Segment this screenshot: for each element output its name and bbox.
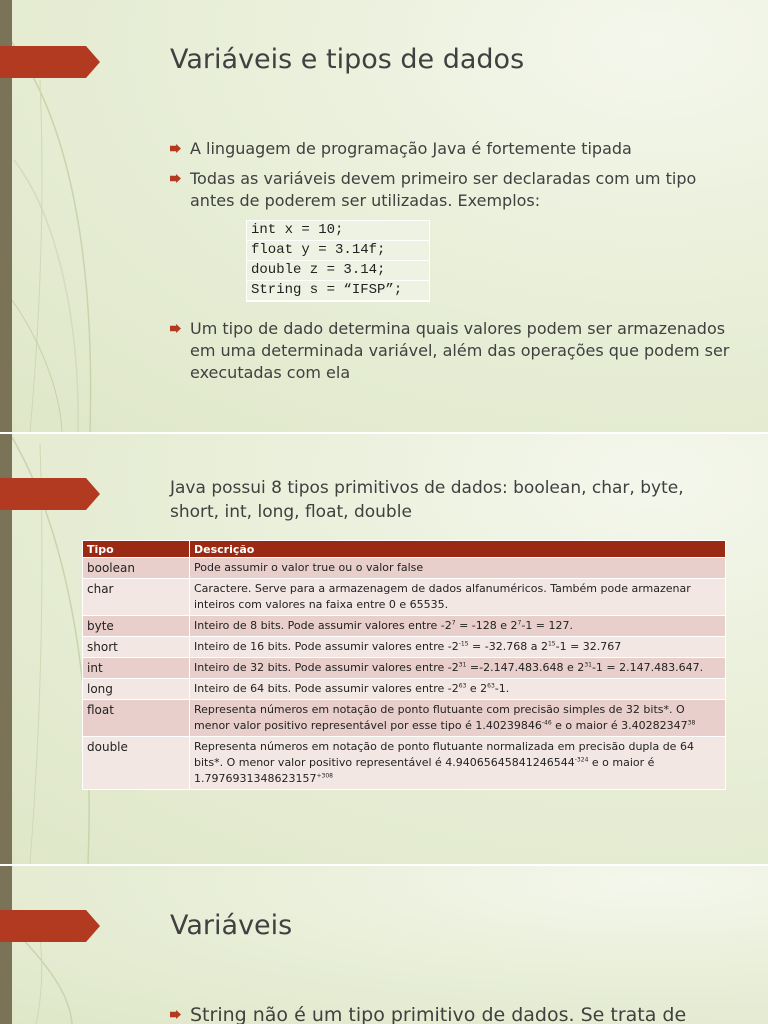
bullet-item: A linguagem de programação Java é fortemente tipada bbox=[170, 138, 730, 160]
table-header-row bbox=[83, 541, 726, 558]
type-description-cell: Representa números em notação de ponto flutuante normalizada em precisão dupla de 64 bits*. O menor valor positivo representável é $4.94065645841246544^{-324}$ e o maior é $1.7976931348623157^{+308}$ bbox=[190, 737, 726, 790]
slide-title: Variáveis e tipos de dados bbox=[170, 44, 525, 75]
code-line: float y = 3.14f; bbox=[247, 241, 429, 261]
primitive-types-table bbox=[82, 540, 726, 790]
bullet-item: Um tipo de dado determina quais valores podem ser armazenados em uma determinada variável, além das operações que podem ser executadas com ela bbox=[170, 318, 730, 384]
type-name-cell: float bbox=[83, 700, 190, 737]
intro-text: Java possui 8 tipos primitivos de dados: boolean, char, byte, short, int, long, float, double bbox=[170, 478, 684, 522]
decorative-curves bbox=[0, 866, 200, 1024]
bullet-list-bottom bbox=[170, 318, 730, 392]
type-name-cell: byte bbox=[83, 616, 190, 637]
code-line: double z = 3.14; bbox=[247, 261, 429, 281]
type-name-cell: char bbox=[83, 579, 190, 616]
bullet-item: Todas as variáveis devem primeiro ser declaradas com um tipo antes de poderem ser utilizadas. Exemplos: bbox=[170, 168, 730, 212]
slide-title: Variáveis bbox=[170, 910, 293, 941]
arrow-bullet-icon bbox=[170, 144, 181, 153]
ribbon-marker bbox=[0, 478, 100, 510]
slide-2 bbox=[0, 434, 768, 864]
table-row bbox=[83, 616, 726, 637]
column-header: Descrição bbox=[190, 541, 726, 558]
type-description-cell: Inteiro de 32 bits. Pode assumir valores entre $-2^{31} =-2.147.483.648$ e $2^{31}-1 = 2.147.483.647$. bbox=[190, 658, 726, 679]
type-description-cell: Inteiro de 16 bits. Pode assumir valores entre $-2^{-15} = -32.768$ a $2^{15}-1 = 32.767$ bbox=[190, 637, 726, 658]
type-name-cell: long bbox=[83, 679, 190, 700]
table-row bbox=[83, 658, 726, 679]
bullet-item: String não é um tipo primitivo de dados. Se trata de bbox=[170, 1004, 730, 1024]
slide-1 bbox=[0, 0, 768, 432]
bullet-list-top bbox=[170, 138, 730, 220]
code-line: int x = 10; bbox=[247, 221, 429, 241]
sidebar-bar bbox=[0, 866, 12, 1024]
type-description-cell: Representa números em notação de ponto flutuante com precisão simples de 32 bits*. O menor valor positivo representável por esse tipo é $1.40239846^{-46}$ e o maior é 3.40282347$^{38}$ bbox=[190, 700, 726, 737]
type-name-cell: int bbox=[83, 658, 190, 679]
type-name-cell: double bbox=[83, 737, 190, 790]
type-name-cell: boolean bbox=[83, 558, 190, 579]
bullet-list bbox=[170, 1004, 730, 1024]
type-description-cell: Inteiro de 64 bits. Pode assumir valores entre $-2^{63}$ e $2^{63}-1$. bbox=[190, 679, 726, 700]
slide-3 bbox=[0, 866, 768, 1024]
table-row bbox=[83, 737, 726, 790]
table-row bbox=[83, 637, 726, 658]
type-description-cell: Caractere. Serve para a armazenagem de dados alfanuméricos. Também pode armazenar inteiros com valores na faixa entre 0 e 65535. bbox=[190, 579, 726, 616]
ribbon-marker bbox=[0, 910, 100, 942]
type-description-cell: Inteiro de 8 bits. Pode assumir valores entre $-2^7 = -128$ e $2^7-1 = 127$. bbox=[190, 616, 726, 637]
code-example-box bbox=[246, 220, 430, 302]
ribbon-marker bbox=[0, 46, 100, 78]
table-row bbox=[83, 700, 726, 737]
table-row bbox=[83, 558, 726, 579]
arrow-bullet-icon bbox=[170, 174, 181, 183]
code-line: String s = “IFSP”; bbox=[247, 281, 429, 301]
type-name-cell: short bbox=[83, 637, 190, 658]
arrow-bullet-icon bbox=[170, 324, 181, 333]
table-row bbox=[83, 579, 726, 616]
arrow-bullet-icon bbox=[170, 1010, 181, 1019]
column-header: Tipo bbox=[83, 541, 190, 558]
type-description-cell: Pode assumir o valor true ou o valor false bbox=[190, 558, 726, 579]
table-row bbox=[83, 679, 726, 700]
